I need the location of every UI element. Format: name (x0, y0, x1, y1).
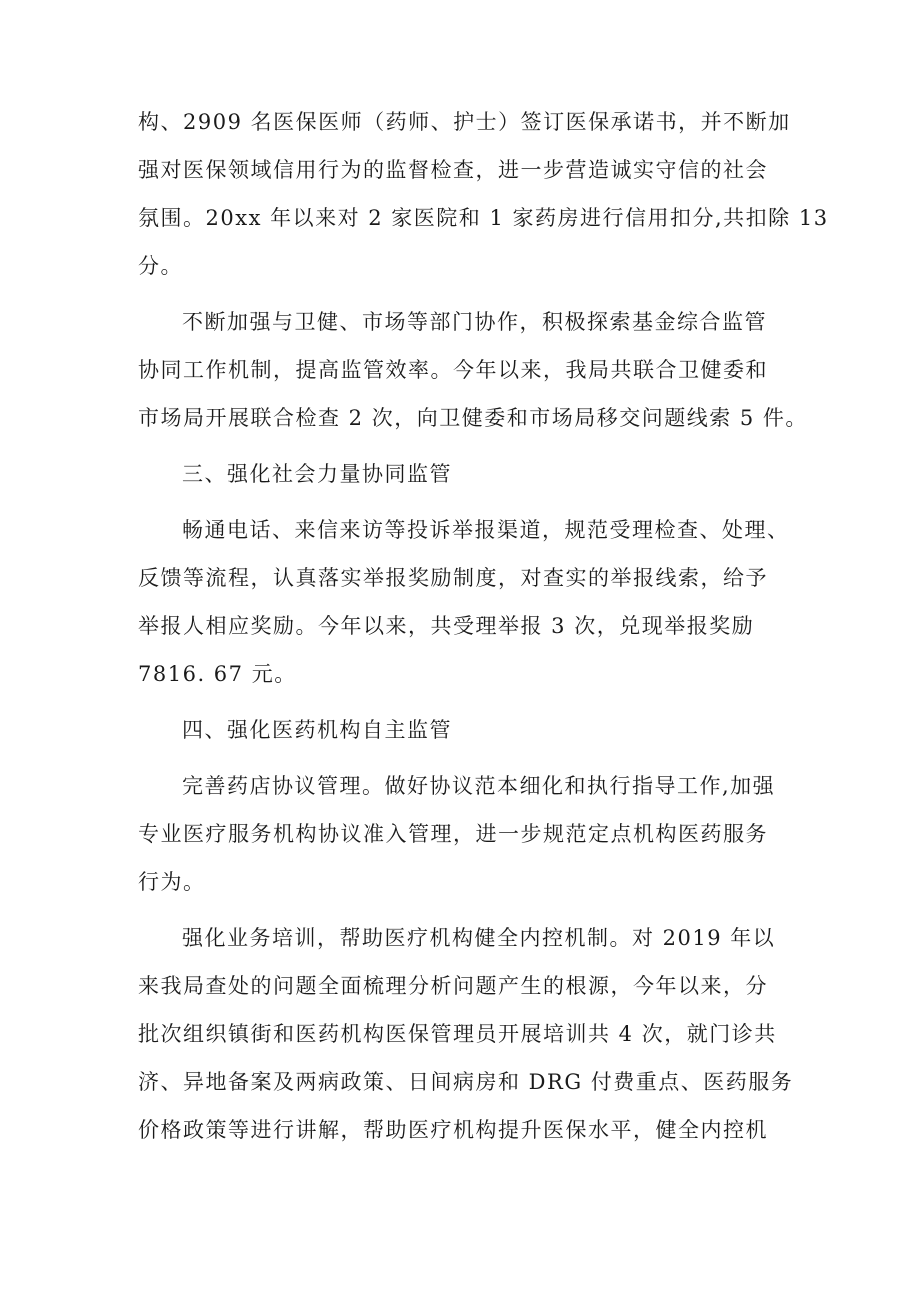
text-line: 强对医保领域信用行为的监督检查，进一步营造诚实守信的社会 (138, 158, 768, 182)
text-line: 市场局开展联合检查 2 次，向卫健委和市场局移交问题线索 5 件。 (138, 406, 808, 430)
paragraph-credit-management (138, 98, 829, 290)
text-line: 来我局查处的问题全面梳理分析问题产生的根源，今年以来，分 (138, 974, 768, 998)
text-line: 反馈等流程，认真落实举报奖励制度，对查实的举报线索，给予 (138, 566, 768, 590)
text-line: 不断加强与卫健、市场等部门协作，积极探索基金综合监管 (182, 310, 767, 334)
text-line: 济、异地备案及两病政策、日间病房和 DRG 付费重点、医药服务 (138, 1070, 794, 1094)
text-line: 协同工作机制，提高监管效率。今年以来，我局共联合卫健委和 (138, 358, 768, 382)
heading-text: 三、强化社会力量协同监管 (182, 462, 452, 486)
text-line: 构、2909 名医保医师（药师、护士）签订医保承诺书，并不断加 (138, 110, 791, 134)
section-heading-4 (138, 706, 788, 754)
text-line: 批次组织镇街和医药机构医保管理员开展培训共 4 次，就门诊共 (138, 1022, 777, 1046)
section-heading-3 (138, 450, 788, 498)
text-line: 分。 (138, 254, 183, 278)
text-line: 完善药店协议管理。做好协议范本细化和执行指导工作,加强 (182, 774, 776, 798)
text-line: 专业医疗服务机构协议准入管理，进一步规范定点机构医药服务 (138, 822, 768, 846)
text-line: 7816. 67 元。 (138, 662, 297, 686)
paragraph-reporting-channels (138, 506, 788, 698)
paragraph-pharmacy-agreement (138, 762, 788, 906)
text-line: 氛围。20xx 年以来对 2 家医院和 1 家药房进行信用扣分,共扣除 13 (138, 206, 829, 230)
paragraph-department-cooperation (138, 298, 808, 442)
text-line: 举报人相应奖励。今年以来，共受理举报 3 次，兑现举报奖励 (138, 614, 755, 638)
document-body (138, 98, 829, 1154)
text-line: 价格政策等进行讲解，帮助医疗机构提升医保水平，健全内控机 (138, 1118, 768, 1142)
text-line: 行为。 (138, 870, 206, 894)
text-line: 畅通电话、来信来访等投诉举报渠道，规范受理检查、处理、 (182, 518, 790, 542)
paragraph-business-training (138, 914, 794, 1154)
heading-text: 四、强化医药机构自主监管 (182, 718, 452, 742)
text-line: 强化业务培训，帮助医疗机构健全内控机制。对 2019 年以 (182, 926, 776, 950)
